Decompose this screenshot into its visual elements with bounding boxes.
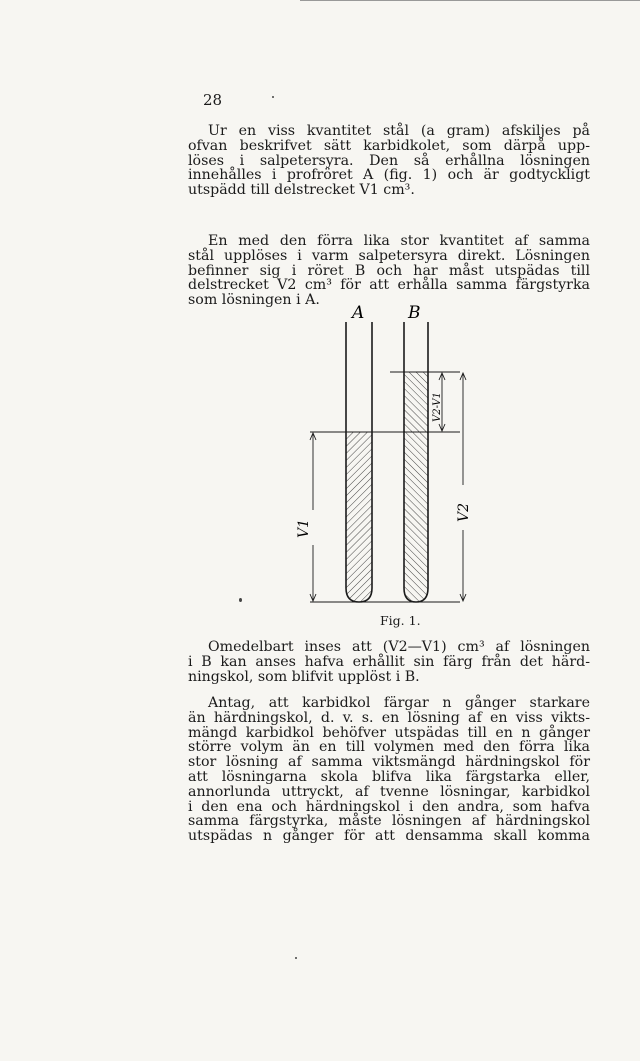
text-line: i den ena och härdningskol i den andra, som hafva [188, 798, 590, 815]
paragraph-3-text [188, 640, 590, 684]
text-line: samma färgstyrka, måste lösningen af härdningskol [188, 813, 590, 830]
tubes-diagram [280, 300, 500, 610]
text-line: löses i salpetersyra. Den så erhållna lösningen [188, 152, 590, 169]
dimension-label-v2: V2 [456, 502, 472, 522]
text-line: Omedelbart inses att (V2—V1) cm³ af lösningen [208, 639, 590, 655]
print-speck [295, 957, 297, 959]
text-line: stor lösning af samma viktsmängd härdningskol för [188, 754, 590, 771]
text-line: mängd karbidkol behöfver utspädas till en n gånger [188, 724, 590, 741]
text-line: att lösningarna skola blifva lika färgstarka eller, [188, 768, 590, 785]
print-speck [239, 598, 242, 602]
paragraph-2-text [188, 234, 590, 308]
text-line: Antag, att karbidkol färgar n gånger starkare [208, 695, 590, 711]
paragraph-2 [188, 234, 590, 308]
tube-label-b: B [408, 303, 421, 323]
text-line: som lösningen i A. [188, 292, 320, 309]
text-line: större volym än en till volymen med den förra lika [188, 739, 590, 756]
text-line: utspädas n gånger för att densamma skall komma [188, 828, 590, 845]
figure-1-tubes [280, 300, 500, 610]
dimension-label-v1: V1 [296, 518, 312, 538]
text-line: befinner sig i röret B och har måst utspädas till [188, 262, 590, 279]
paragraph-3 [188, 640, 590, 684]
tube-b-liquid [404, 372, 428, 602]
top-rule [300, 0, 640, 1]
text-line: innehålles i profröret A (fig. 1) och är godtyckligt [188, 167, 590, 184]
text-line: i B kan anses hafva erhållit sin färg från det härd- [188, 653, 590, 670]
text-line: annorlunda uttryckt, af tvenne lösningar, karbidkol [188, 783, 590, 800]
text-line: ofvan beskrifvet sätt karbidkolet, som därpå upp- [188, 137, 590, 154]
dimension-label-diff: V2-V1 [432, 392, 443, 422]
print-speck [272, 96, 274, 98]
text-line: delstrecket V2 cm³ för att erhålla samma färgstyrka [188, 277, 590, 294]
paragraph-1 [188, 124, 590, 198]
paragraph-1-text [188, 124, 590, 198]
tube-label-a: A [352, 303, 365, 323]
paragraph-4-text [188, 696, 590, 844]
page-number: 28 [203, 91, 223, 109]
figure-caption: Fig. 1. [380, 613, 421, 628]
text-line: än härdningskol, d. v. s. en lösning af en viss vikts- [188, 709, 590, 726]
paragraph-4 [188, 696, 590, 844]
text-line: Ur en viss kvantitet stål (a gram) afskiljes på [208, 123, 590, 139]
text-line: En med den förra lika stor kvantitet af samma [208, 233, 590, 249]
text-line: utspädd till delstrecket V1 cm³. [188, 182, 415, 199]
tube-a-liquid [346, 432, 372, 602]
text-line: stål upplöses i varm salpetersyra direkt. Lösningen [188, 247, 590, 264]
text-line: ningskol, som blifvit upplöst i B. [188, 668, 420, 685]
